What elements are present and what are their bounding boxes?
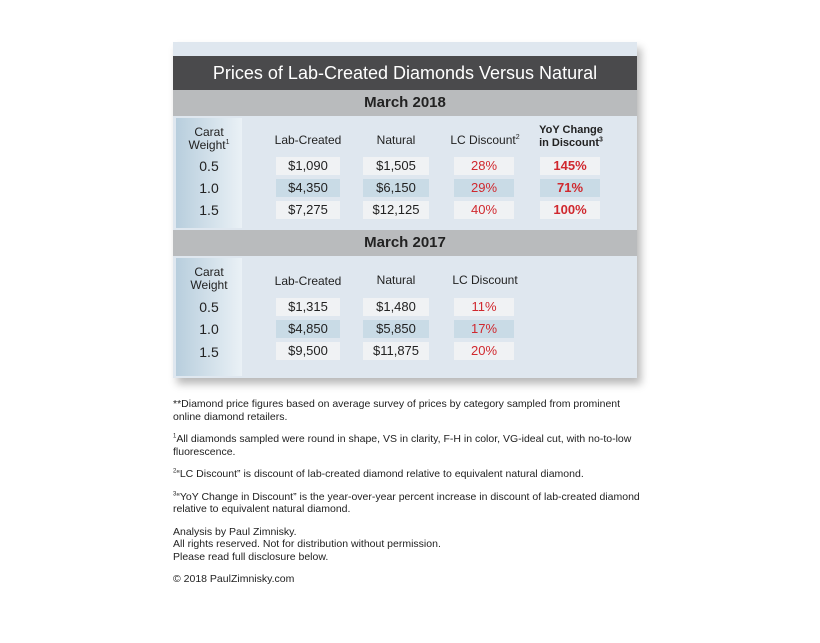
yoy-change-cell: 145%: [540, 157, 600, 175]
lc-discount-cell: 17%: [454, 320, 514, 338]
footnote-2: $^2$“LC Discount” is discount of lab-created diamond relative to equivalent natural diamond.: [173, 468, 584, 480]
natural-price-cell: $6,150: [363, 179, 429, 197]
lc-discount-cell: 11%: [454, 298, 514, 316]
natural-price-cell: $11,875: [363, 342, 429, 360]
carat-value: 0.5: [199, 299, 219, 315]
carat-value: 1.5: [199, 202, 219, 218]
carat-value: 1.0: [199, 180, 219, 196]
natural-price-cell: $1,480: [363, 298, 429, 316]
footnote-1: $^1$All diamonds sampled were round in shape, VS in clarity, F-H in color, VG-ideal cut, with no-to-low fluorescence.: [173, 433, 632, 458]
table-title: Prices of Lab-Created Diamonds Versus Natural: [173, 56, 637, 90]
carat-weight-header-2017: Carat Weight: [190, 265, 228, 292]
natural-header-2018: Natural: [376, 133, 416, 147]
carat-value: 1.0: [199, 321, 219, 337]
lc-discount-header-2017: LC Discount: [452, 273, 518, 287]
lab-price-cell: $4,850: [276, 320, 340, 338]
copyright: © 2018 PaulZimnisky.com: [173, 573, 295, 585]
yoy-change-cell: 100%: [540, 201, 600, 219]
carat-value: 0.5: [199, 158, 219, 174]
lab-price-cell: $4,350: [276, 179, 340, 197]
lc-discount-cell: 40%: [454, 201, 514, 219]
yoy-change-header-2018: YoY Change in Discount$^3$: [539, 124, 603, 149]
lab-price-cell: $1,090: [276, 157, 340, 175]
yoy-change-cell: 71%: [540, 179, 600, 197]
carat-weight-header-2018: Carat Weight$^1$: [188, 125, 230, 152]
lab-price-cell: $7,275: [276, 201, 340, 219]
footnote-3: $^3$“YoY Change in Discount” is the year-over-year percent increase in discount of lab-created diamond relative to equivalent natural diamond.: [173, 490, 640, 515]
natural-price-cell: $1,505: [363, 157, 429, 175]
natural-price-cell: $5,850: [363, 320, 429, 338]
carat-value: 1.5: [199, 344, 219, 360]
lab-created-header-2017: Lab-Created: [274, 274, 342, 288]
lc-discount-cell: 29%: [454, 179, 514, 197]
analysis-credit: Analysis by Paul Zimnisky. All rights reserved. Not for distribution without permission. Please read full disclosure below.: [173, 525, 441, 563]
lc-discount-header-2018: LC Discount$^2$: [450, 133, 520, 147]
lab-price-cell: $9,500: [276, 342, 340, 360]
lab-price-cell: $1,315: [276, 298, 340, 316]
price-table-card: [173, 42, 637, 378]
footnotes: [173, 398, 643, 596]
section-header-2018: March 2018: [173, 90, 637, 116]
natural-price-cell: $12,125: [363, 201, 429, 219]
lc-discount-cell: 20%: [454, 342, 514, 360]
survey-note: **Diamond price figures based on average survey of prices by category sampled from prominent online diamond retailers.: [173, 398, 621, 423]
lc-discount-cell: 28%: [454, 157, 514, 175]
lab-created-header-2018: Lab-Created: [274, 133, 342, 147]
natural-header-2017: Natural: [376, 273, 416, 287]
section-header-2017: March 2017: [173, 230, 637, 256]
